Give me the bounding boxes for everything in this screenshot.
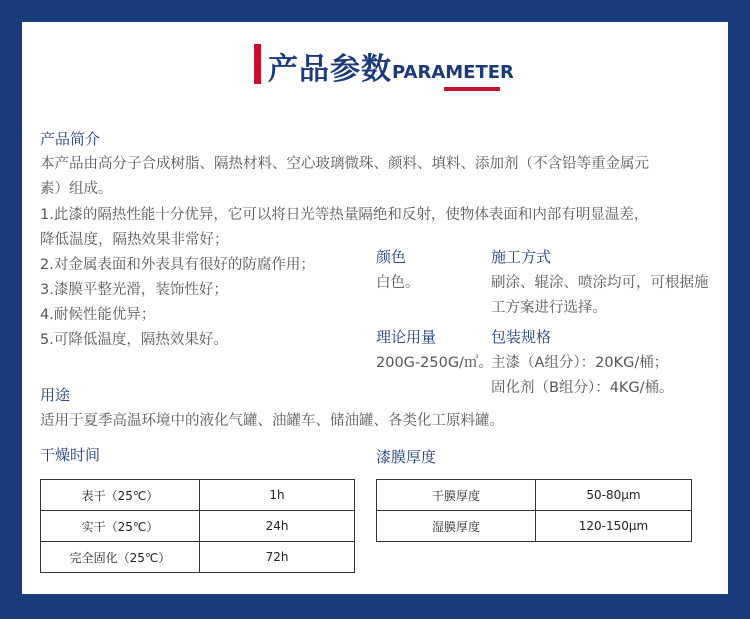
coverage-value: 200G-250G/㎡。: [376, 355, 493, 371]
usage-text: 适用于夏季高温环境中的液化气罐、油罐车、储油罐、各类化工原料罐。: [40, 413, 504, 429]
table-cell: 完全固化（25℃）: [41, 542, 200, 573]
table-cell: 50-80μm: [536, 480, 692, 511]
intro-line: 5.可降低温度，隔热效果好。: [40, 332, 228, 348]
drying-heading: 干燥时间: [40, 446, 101, 464]
film-table: [376, 479, 692, 542]
application-line: 工方案进行选择。: [491, 300, 607, 316]
film-heading: 漆膜厚度: [376, 448, 437, 466]
color-heading: 颜色: [376, 248, 407, 266]
table-row: [377, 511, 692, 542]
application-heading: 施工方式: [491, 248, 552, 266]
coverage-heading: 理论用量: [376, 328, 437, 346]
title-underline: [444, 87, 500, 91]
color-value: 白色。: [376, 275, 420, 291]
intro-line: 本产品由高分子合成树脂、隔热材料、空心玻璃微珠、颜料、填料、添加剂（不含铅等重金属元: [40, 156, 649, 172]
packaging-line: 主漆（A组分）：20KG/桶；: [491, 355, 669, 371]
table-cell: 72h: [200, 542, 355, 573]
intro-heading: 产品简介: [40, 130, 101, 148]
intro-line: 降低温度，隔热效果非常好；: [40, 232, 229, 248]
intro-line: 素）组成。: [40, 181, 113, 197]
table-row: [377, 480, 692, 511]
drying-table: [40, 479, 355, 573]
intro-line: 3.漆膜平整光滑，装饰性好；: [40, 282, 228, 298]
page-title: 产品参数: [268, 52, 392, 87]
table-cell: 1h: [200, 480, 355, 511]
intro-line: 1.此漆的隔热性能十分优异，它可以将日光等热量隔绝和反射，使物体表面和内部有明显温差，: [40, 207, 649, 223]
packaging-line: 固化剂（B组分）：4KG/桶。: [491, 380, 674, 396]
packaging-heading: 包装规格: [491, 328, 552, 346]
usage-heading: 用途: [40, 386, 71, 404]
table-cell: 干膜厚度: [377, 480, 536, 511]
table-cell: 湿膜厚度: [377, 511, 536, 542]
table-row: [41, 542, 355, 573]
table-row: [41, 480, 355, 511]
table-cell: 120-150μm: [536, 511, 692, 542]
page-title-english: PARAMETER: [392, 62, 514, 83]
intro-line: 4.耐候性能优异；: [40, 307, 156, 323]
title-accent-bar: [254, 44, 261, 84]
table-cell: 实干（25℃）: [41, 511, 200, 542]
table-cell: 24h: [200, 511, 355, 542]
application-line: 刷涂、辊涂、喷涂均可，可根据施: [491, 275, 709, 291]
table-row: [41, 511, 355, 542]
table-cell: 表干（25℃）: [41, 480, 200, 511]
intro-line: 2.对金属表面和外表具有很好的防腐作用；: [40, 257, 315, 273]
